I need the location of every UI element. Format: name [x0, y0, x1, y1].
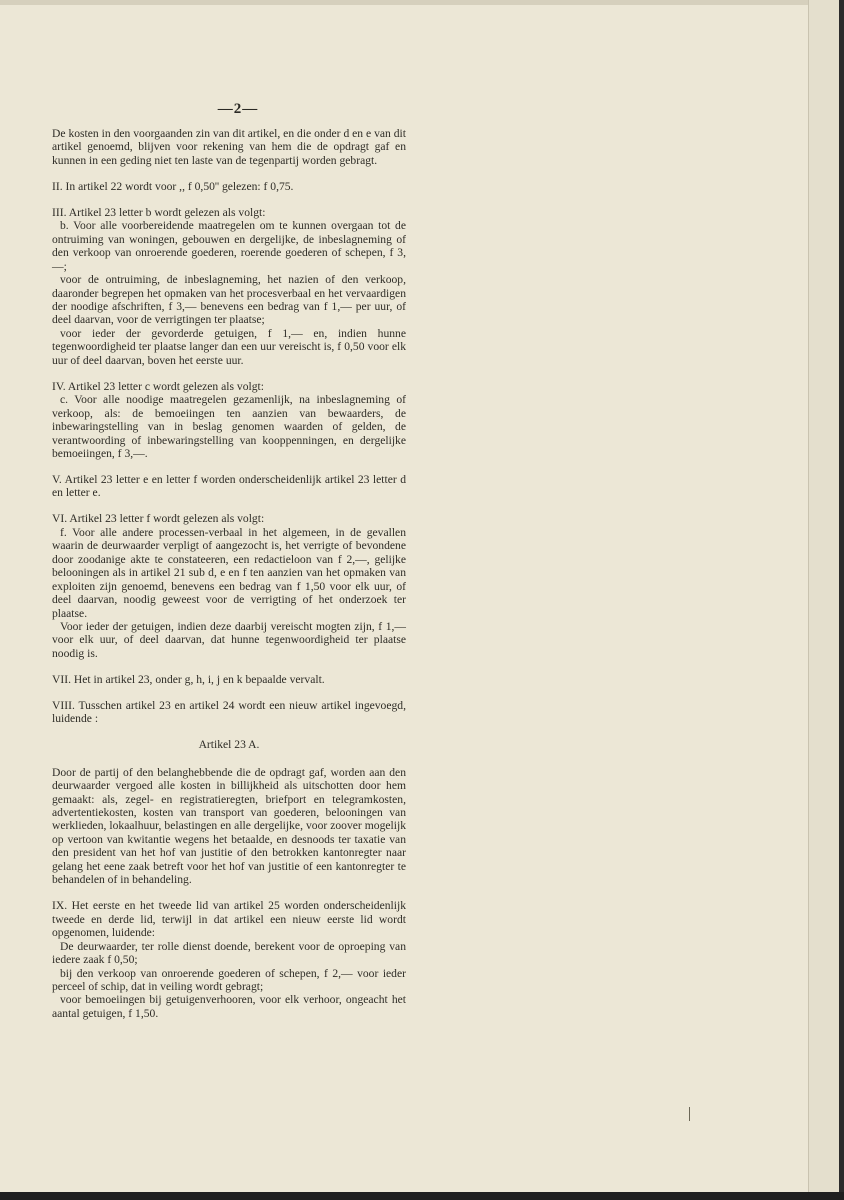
paragraph-VI: [52, 512, 406, 660]
page-number: —2—: [217, 101, 259, 117]
paragraph-IV-c: c. Voor alle noodige maatregelen gezamenlijk, na inbeslagneming of verkoop, als: de bemoeiingen ten aanzien van bewaarders, de inbewaringstelling van in beslag genomen waarden of gelden, de verantwoording of inbewaringstelling van kooppenningen, en dergelijke bemoeiingen, f 3,—.: [52, 393, 406, 461]
paragraph-IV-intro: IV. Artikel 23 letter c wordt gelezen als volgt:: [52, 379, 264, 393]
paragraph-VI-intro: VI. Artikel 23 letter f wordt gelezen als volgt:: [52, 512, 265, 526]
top-edge-shadow: [0, 0, 838, 5]
paragraph-costs: De kosten in den voorgaanden zin van dit artikel, en die onder d en e van dit artikel genoemd, blijven voor rekening van hem die de opdragt gaf en kunnen in een geding niet ten laste van de tegenpartij worden gebragt.: [52, 127, 406, 167]
scan-bottom-border: [0, 1192, 844, 1200]
paragraph-article-23A: Door de partij of den belanghebbende die de opdragt gaf, worden aan den deurwaarder vergoed alle kosten in billijkheid als uitschotten door hem gemaakt: als, zegel- en registratieregten, briefport en telegramkosten, advertentiekosten, kosten van transport van goederen, belooningen van werklieden, lokaalhuur, belastingen en alle dergelijke, voor zoover mogelijk op vertoon van kwitantie wegens het betaalde, en desnoods ter taxatie van den president van het hof van justitie of den betrokken kantonregter naar gelang het eene zaak betreft voor het hof van justitie of een kantonregter te behandelen of in behandeling.: [52, 765, 406, 887]
paragraph-III-b: b. Voor alle voorbereidende maatregelen om te kunnen overgaan tot de ontruiming van woningen, gebouwen en dergelijke, de inbeslagneming of den verkoop van onroerende goederen, roerende goederen of schepen, f 3,—;: [52, 219, 406, 273]
article-heading: Artikel 23 A.: [198, 738, 260, 752]
paragraph-IX-b: bij den verkoop van onroerende goederen of schepen, f 2,— voor ieder perceel of schip, dat in veiling wordt gebragt;: [52, 966, 406, 993]
paragraph-III-intro: III. Artikel 23 letter b wordt gelezen als volgt:: [52, 205, 266, 219]
paragraph-VI-witnesses: Voor ieder der getuigen, indien deze daarbij vereischt mogten zijn, f 1,— voor elk uur, of deel daarvan, dat hunne tegenwoordigheid ter plaatse noodig is.: [52, 620, 406, 660]
paragraph-IX: [52, 899, 406, 1020]
paragraph-III-c: voor de ontruiming, de inbeslagneming, het nazien of den verkoop, daaronder begrepen het opmaken van het procesverbaal en het vervaardigen der noodige afschriften, f 3,— benevens een bedrag van f 1,— per uur, of deel daarvan, voor de verrigtingen ter plaatse;: [52, 273, 406, 327]
paragraph-III: [52, 206, 406, 367]
paragraph-V: V. Artikel 23 letter e en letter f worden onderscheidenlijk artikel 23 letter d en letter e.: [52, 472, 406, 500]
paragraph-VI-f: f. Voor alle andere processen-verbaal in het algemeen, in de gevallen waarin de deurwaarder verpligt of aangezocht is, het verrigte of bevondene door zoodanige akte te constateeren, een redactieloon van f 2,—, gelijke belooningen als in artikel 21 sub d, e en f ten aanzien van het opmaken van exploiten zijn genoemd, benevens een bedrag van f 1,50 voor elk uur, of deel daarvan, noodig geweest voor de verrigting of het onderzoek ter plaatse.: [52, 525, 406, 620]
paper-mark: [689, 1107, 690, 1121]
paragraph-IX-a: De deurwaarder, ter rolle dienst doende, berekent voor de oproeping van iedere zaak f 0,50;: [52, 939, 406, 967]
paragraph-VIII: VIII. Tusschen artikel 23 en artikel 24 wordt een nieuw artikel ingevoegd, luidende :: [52, 698, 406, 726]
paragraph-IV: [52, 380, 406, 461]
paragraph-II: II. In artikel 22 wordt voor ,, f 0,50'' gelezen: f 0,75.: [52, 179, 294, 193]
body-text: [52, 127, 406, 1033]
paragraph-III-d: voor ieder der gevorderde getuigen, f 1,— en, indien hunne tegenwoordigheid ter plaatse langer dan een uur vereischt is, f 0,50 voor elk uur of deel daarvan, boven het eerste uur.: [52, 326, 406, 367]
paragraph-IX-c: voor bemoeiingen bij getuigenverhooren, voor elk verhoor, ongeacht het aantal getuigen, f 1,50.: [52, 993, 406, 1020]
paragraph-IX-intro: IX. Het eerste en het tweede lid van artikel 25 worden onderscheidenlijk tweede en derde lid, terwijl in dat artikel een nieuw eerste lid wordt opgenomen, luidende:: [52, 899, 406, 940]
page-fold-edge: [808, 0, 839, 1192]
paragraph-VII: VII. Het in artikel 23, onder g, h, i, j en k bepaalde vervalt.: [52, 672, 325, 686]
